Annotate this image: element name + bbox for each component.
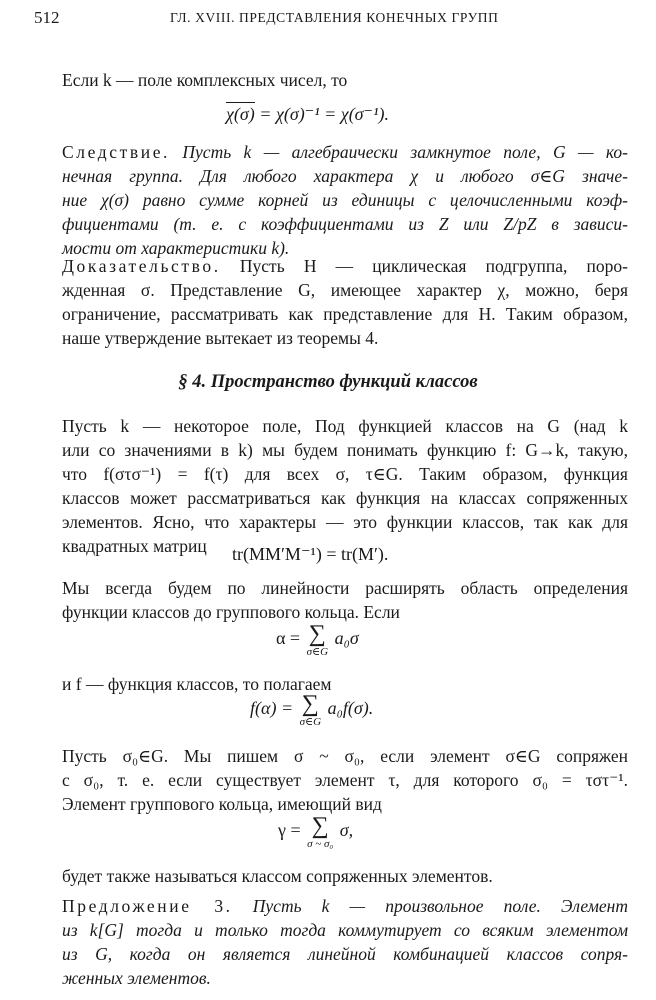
- paragraph-line: и f — функция классов, то полагаем: [62, 674, 332, 694]
- proof-line: [62, 254, 628, 278]
- formula-character-conjugate: [226, 104, 389, 125]
- proposition-text: Пусть k — произвольное поле. Элемент: [252, 896, 629, 916]
- formula-rest: = χ(σ)⁻¹ = χ(σ⁻¹).: [259, 104, 389, 124]
- paragraph-line: элементов. Ясно, что характеры — это функции классов, так как для: [62, 512, 628, 532]
- corollary-line: ние χ(σ) равно сумме корней из единицы с целочисленными коэф-: [62, 190, 628, 210]
- proof-line: наше утверждение вытекает из теоремы 4.: [62, 328, 379, 348]
- formula-rhs: a₀σ: [334, 628, 359, 649]
- proposition-line: [62, 894, 628, 918]
- formula-lhs: f(α) =: [250, 698, 294, 719]
- paragraph-line: что f(στσ⁻¹) = f(τ) для всех σ, τ∈G. Таким образом, функция: [62, 464, 628, 484]
- corollary-line: [62, 140, 628, 164]
- paragraph-line: классов может рассматриваться как функция на классах сопряженных: [62, 488, 628, 508]
- proof-line: жденная σ. Представление G, имеющее характер χ, можно, беря: [62, 280, 628, 300]
- proof-text: Пусть H — циклическая подгруппа, поро-: [239, 256, 629, 276]
- paragraph-line: или со значениями в k) мы будем понимать функцию f: G→k, такую,: [62, 440, 628, 460]
- proof-label: Доказательство.: [62, 256, 221, 276]
- corollary-text: Пусть k — алгебраически замкнутое поле, G — ко-: [182, 142, 628, 162]
- formula-alpha-sum: [276, 622, 359, 658]
- page-header: [34, 8, 636, 32]
- page-number: 512: [34, 8, 60, 27]
- paragraph-line: квадратных матриц: [62, 536, 207, 556]
- corollary-line: мости от характеристики k).: [62, 238, 290, 258]
- paragraph-line: Пусть σ₀∈G. Мы пишем σ ~ σ₀, если элемент σ∈G сопряжен: [62, 746, 628, 766]
- summation-sign: ∑ σ∈G: [299, 691, 322, 728]
- running-head: ГЛ. XVIII. ПРЕДСТАВЛЕНИЯ КОНЕЧНЫХ ГРУПП: [170, 10, 499, 25]
- paragraph-line: будет также называться классом сопряженных элементов.: [62, 866, 493, 886]
- paragraph-line: Элемент группового кольца, имеющий вид: [62, 794, 382, 814]
- summation-subscript: σ∈G: [299, 716, 322, 728]
- formula-lhs: α =: [276, 628, 301, 649]
- summation-sign: ∑ σ∈G: [306, 621, 329, 658]
- formula-overline-part: χ(σ): [226, 104, 255, 124]
- formula-lhs: γ =: [278, 820, 301, 841]
- corollary-label: Следствие.: [62, 142, 171, 162]
- summation-sign: ∑ σ ~ σ₀: [307, 813, 334, 850]
- formula-trace: tr(MM′M⁻¹) = tr(M′).: [232, 544, 389, 564]
- formula-rhs: a₀f(σ).: [327, 698, 374, 719]
- formula-gamma-class: [278, 814, 353, 850]
- proposition-label: Предложение 3.: [62, 896, 233, 916]
- formula-rhs: σ,: [339, 820, 354, 841]
- corollary-line: фициентами (т. е. с коэффициентами из Z или Z/pZ в зависи-: [62, 214, 628, 234]
- corollary-line: нечная группа. Для любого характера χ и любого σ∈G значе-: [62, 166, 628, 186]
- paragraph-line: Пусть k — некоторое поле, Под функцией классов на G (над k: [62, 416, 628, 436]
- proposition-line: из G, когда он является линейной комбинацией классов сопря-: [62, 944, 628, 964]
- summation-subscript: σ ~ σ₀: [307, 838, 334, 850]
- formula-f-alpha: [250, 692, 373, 728]
- paragraph-line: Мы всегда будем по линейности расширять область определения: [62, 578, 628, 598]
- text-line: Если k — поле комплексных чисел, то: [62, 70, 348, 90]
- section-heading: § 4. Пространство функций классов: [178, 372, 478, 392]
- proposition-line: из k[G] тогда и только тогда коммутирует со всяким элементом: [62, 920, 628, 940]
- paragraph-line: функции классов до группового кольца. Если: [62, 602, 400, 622]
- paragraph-line: с σ₀, т. е. если существует элемент τ, для которого σ₀ = τστ⁻¹.: [62, 770, 628, 790]
- proof-line: ограничение, рассматривать как представление для H. Таким образом,: [62, 304, 628, 324]
- summation-subscript: σ∈G: [306, 646, 329, 658]
- proposition-line: женных элементов.: [62, 968, 211, 988]
